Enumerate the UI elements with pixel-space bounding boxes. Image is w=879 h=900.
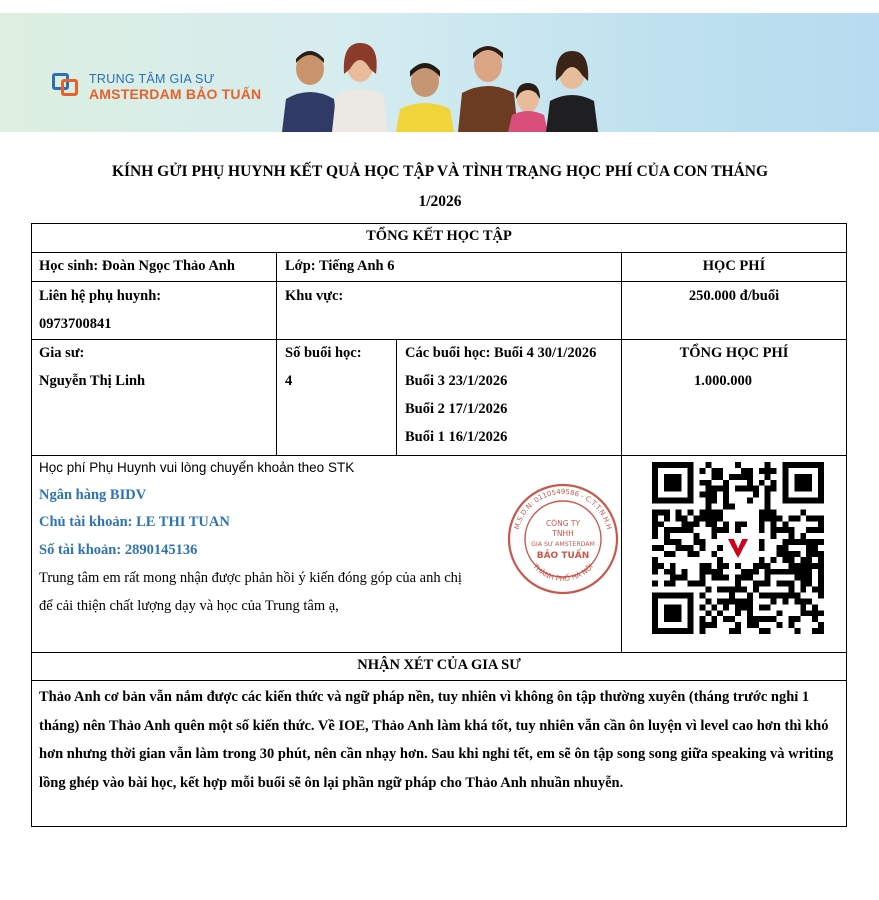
table-rule [621, 252, 622, 652]
sessions-label: Số buổi học: [285, 345, 362, 361]
stamp-line2: TNHH [552, 529, 574, 538]
title-line2: 1/2026 [418, 193, 462, 210]
svg-text:THÀNH PHỐ HÀ NỘI [530, 562, 594, 583]
feedback-line1: Trung tâm em rất mong nhận được phản hồi ý kiến đóng góp của anh chị [39, 570, 462, 586]
stamp-line1: CÔNG TY [545, 519, 581, 528]
logo-line2: AMSTERDAM BẢO TUẤN [89, 86, 262, 102]
total-fee-label: TỔNG HỌC PHÍ [679, 345, 789, 361]
table-rule [276, 252, 277, 455]
page-title [40, 157, 840, 217]
logo-line1: TRUNG TÂM GIA SƯ [89, 72, 215, 86]
area-label: Khu vực: [285, 288, 344, 304]
payment-note: Học phí Phụ Huynh vui lòng chuyển khoản theo STK [39, 460, 355, 475]
table-rule [31, 252, 847, 253]
tutor-comment: Thảo Anh cơ bản vẫn nắm được các kiến thức và ngữ pháp nền, tuy nhiên vì không ôn tập thường xuyên (tháng trước nghỉ 1 tháng) nên Thảo Anh quên một số kiến thức. Về IOE, Thảo Anh làm khá tốt, tuy nhiên vẫn cần ôn luyện vì level cao hơn thì khó hơn nhưng thời gian vẫn làm trong 30 phút, nên cần nhạy hơn. Sau khi nghỉ tết, em sẽ ôn tập song song giữa speaking và writing lồng ghép vào bài học, kết hợp mỗi buổi sẽ ôn lại phần ngữ pháp cho Thảo Anh nhuần nhuyễn. [39, 689, 834, 791]
table-rule [31, 652, 847, 653]
class-name: Lớp: Tiếng Anh 6 [285, 258, 395, 274]
account-number: Số tài khoản: 2890145136 [39, 542, 198, 558]
stamp-line3: GIA SƯ AMSTERDAM [531, 541, 595, 548]
account-holder: Chủ tài khoản: LE THI TUAN [39, 514, 230, 530]
stamp-bottom-text: THÀNH PHỐ HÀ NỘI [531, 562, 595, 584]
fee-per-session: 250.000 đ/buổi [688, 288, 780, 304]
bank-name: Ngân hàng BIDV [39, 487, 147, 503]
title-line1: KÍNH GỬI PHỤ HUYNH KẾT QUẢ HỌC TẬP VÀ TÌNH TRẠNG HỌC PHÍ CỦA CON THÁNG [111, 163, 769, 180]
session-date: Các buổi học: Buổi 4 30/1/2026 [405, 345, 597, 361]
feedback-line2: để cải thiện chất lượng dạy và học của Trung tâm ạ, [39, 598, 339, 614]
table-rule [31, 281, 847, 282]
table-rule [31, 339, 847, 340]
table-rule [31, 680, 847, 681]
parent-contact-value: 0973700841 [39, 316, 112, 332]
people-photo [270, 29, 610, 132]
student-name: Học sinh: Đoàn Ngọc Thảo Anh [39, 258, 235, 274]
session-date: Buổi 2 17/1/2026 [405, 401, 508, 417]
tutor-name: Nguyễn Thị Linh [39, 373, 146, 389]
total-fee-value: 1.000.000 [694, 373, 752, 389]
session-date: Buổi 3 23/1/2026 [405, 373, 508, 389]
session-date: Buổi 1 16/1/2026 [405, 429, 508, 445]
stamp-line4: BẢO TUẤN [536, 551, 590, 561]
parent-contact-label: Liên hệ phụ huynh: [39, 288, 162, 304]
comment-header: NHẬN XÉT CỦA GIA SƯ [357, 657, 521, 673]
sessions-value: 4 [285, 373, 293, 389]
table-rule [31, 455, 847, 456]
stamp-ring-text: M.S.D.N: 0110549586 - C.T.T.N.H.H [513, 487, 613, 531]
table-rule [396, 339, 397, 455]
company-stamp-icon [506, 482, 620, 596]
header-banner [0, 13, 879, 132]
qr-code-icon [652, 462, 824, 634]
tutor-label: Gia sư: [39, 345, 85, 361]
fee-header: HỌC PHÍ [702, 258, 766, 274]
summary-header: TỔNG KẾT HỌC TẬP [366, 228, 512, 244]
company-logo-icon [52, 69, 82, 97]
